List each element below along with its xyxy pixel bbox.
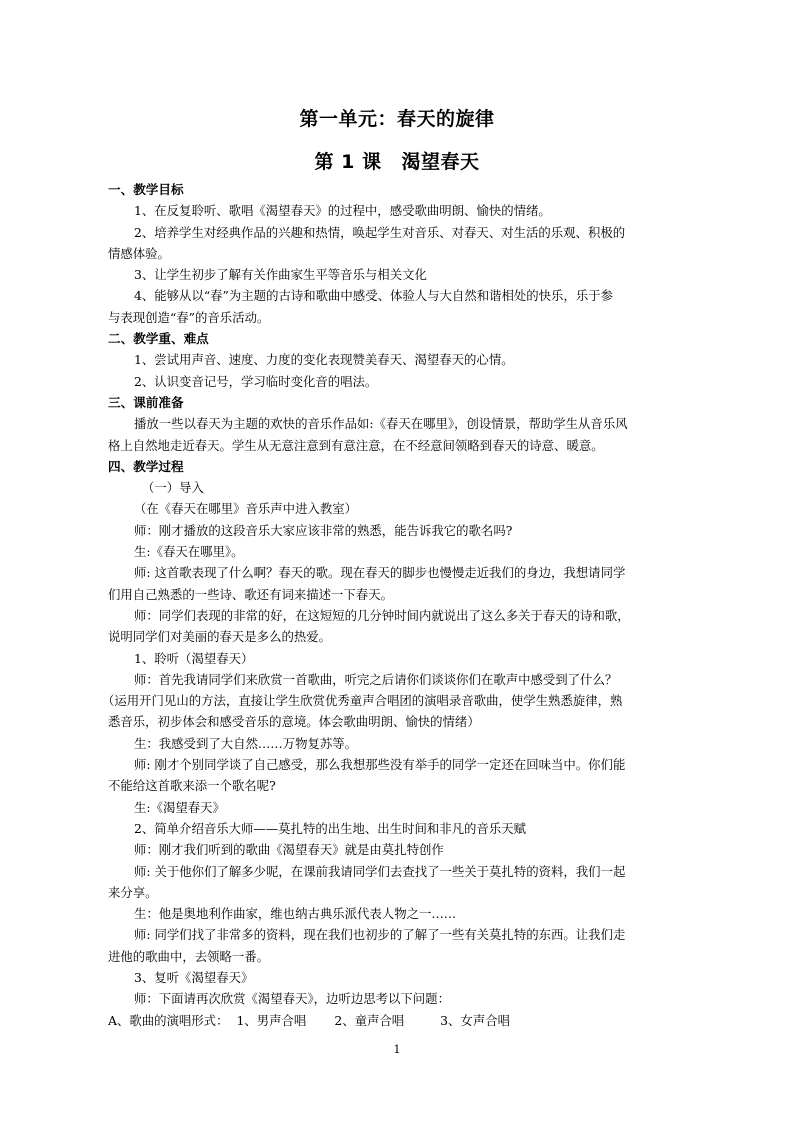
paragraph-line: 师：刚才我们听到的歌曲《渴望春天》就是由莫扎特创作 [134, 842, 444, 858]
paragraph-line: 师: 这首歌表现了什么啊？春天的歌。现在春天的脚步也慢慢走近我们的身边，我想请同学 [134, 565, 626, 581]
question-label: A、歌曲的演唱形式： [108, 1012, 229, 1028]
paragraph-line: 师: 刚才个别同学谈了自己感受，那么我想那些没有举手的同学一定还在回味当中。你们能 [134, 757, 626, 773]
paragraph-line: 2、培养学生对经典作品的兴趣和热情，唤起学生对音乐、对春天、对生活的乐观、积极的 [134, 224, 626, 240]
paragraph-line: 师: 同学们找了非常多的资料，现在我们也初步的了解了一些有关莫扎特的东西。让我们走 [134, 927, 626, 943]
paragraph-line: 播放一些以春天为主题的欢快的音乐作品如:《春天在哪里》，创设情景，帮助学生从音乐风 [134, 416, 628, 432]
paragraph-line: 2、简单介绍音乐大师——莫扎特的出生地、出生时间和非凡的音乐天赋 [134, 820, 526, 836]
section-heading: 三、课前准备 [108, 394, 184, 410]
paragraph-line: 格上自然地走近春天。学生从无意注意到有意注意，在不经意间领略到春天的诗意、暖意。 [108, 437, 604, 453]
paragraph-line: （运用开门见山的方法，直接让学生欣赏优秀童声合唱团的演唱录音歌曲，使学生熟悉旋律，熟 [102, 693, 623, 709]
paragraph-line: 3、让学生初步了解有关作曲家生平等音乐与相关文化 [134, 267, 427, 283]
paragraph-line: 师: 关于他你们了解多少呢，在课前我请同学们去查找了一些关于莫扎特的资料，我们一起 [134, 863, 626, 879]
unit-title: 第一单元：春天的旋律 [299, 108, 495, 130]
paragraph-line: （一）导入 [142, 480, 204, 496]
option-1: 1、男声合唱 [236, 1012, 307, 1028]
paragraph-line: 1、聆听（渴望春天） [134, 650, 254, 666]
paragraph-line: 1、尝试用声音、速度、力度的变化表现赞美春天、渴望春天的心情。 [134, 352, 514, 368]
document-body [102, 179, 690, 1031]
paragraph-line: 们用自己熟悉的一些诗、歌还有词来描述一下春天。 [108, 586, 393, 602]
paragraph-line: （在《春天在哪里》音乐声中进入教室） [134, 501, 358, 517]
lesson-title [0, 147, 794, 174]
page-number: 1 [393, 1043, 401, 1056]
paragraph-line: 进他的歌曲中，去领略一番。 [108, 948, 270, 964]
option-3: 3、女声合唱 [440, 1012, 510, 1028]
paragraph-line: 与表现创造“春”的音乐活动。 [108, 309, 270, 325]
option-2: 2、童声合唱 [334, 1012, 405, 1028]
paragraph-line: 生：他是奥地利作曲家，维也纳古典乐派代表人物之一…… [134, 906, 457, 922]
paragraph-line: 2、认识变音记号，学习临时变化音的唱法。 [134, 373, 378, 389]
paragraph-line: 来分享。 [108, 884, 158, 900]
paragraph-line: 情感体验。 [108, 245, 170, 261]
paragraph-line [108, 1010, 690, 1031]
paragraph-line: 师：下面请再次欣赏《渴望春天》，边听边思考以下问题： [134, 991, 450, 1007]
paragraph-line: 师：首先我请同学们来欣赏一首歌曲，听完之后请你们谈谈你们在歌声中感受到了什么？ [134, 671, 618, 687]
paragraph-line: 生：我感受到了大自然……万物复苏等。 [134, 735, 358, 751]
paragraph-line: 3、复听《渴望春天》 [134, 969, 254, 985]
paragraph-line: 师：刚才播放的这段音乐大家应该非常的熟悉，能告诉我它的歌名吗? [134, 522, 513, 538]
section-heading: 一、教学目标 [108, 182, 184, 197]
paragraph-line: 生:《春天在哪里》。 [134, 544, 244, 560]
paragraph-line: 说明同学们对美丽的春天是多么的热爱。 [108, 629, 332, 645]
paragraph-line: 悉音乐，初步体会和感受音乐的意境。体会歌曲明朗、愉快的情绪） [108, 714, 480, 730]
section-heading: 四、教学过程 [108, 458, 184, 474]
paragraph-line: 师：同学们表现的非常的好，在这短短的几分钟时间内就说出了这么多关于春天的诗和歌， [134, 607, 630, 623]
paragraph-line: 生:《渴望春天》 [134, 799, 225, 815]
paragraph-line: 1、在反复聆听、歌唱《渴望春天》的过程中，感受歌曲明朗、愉快的情绪。 [134, 203, 551, 219]
lesson-name: 渴望春天 [401, 151, 480, 173]
section-heading: 二、教学重、难点 [108, 331, 209, 347]
lesson-number: 第 1 课 [314, 151, 382, 173]
paragraph-line: 不能给这首歌来添一个歌名呢? [108, 778, 276, 794]
paragraph-line: 4、能够从以“春”为主题的古诗和歌曲中感受、体验人与大自然和谐相处的快乐，乐于参 [134, 288, 614, 304]
